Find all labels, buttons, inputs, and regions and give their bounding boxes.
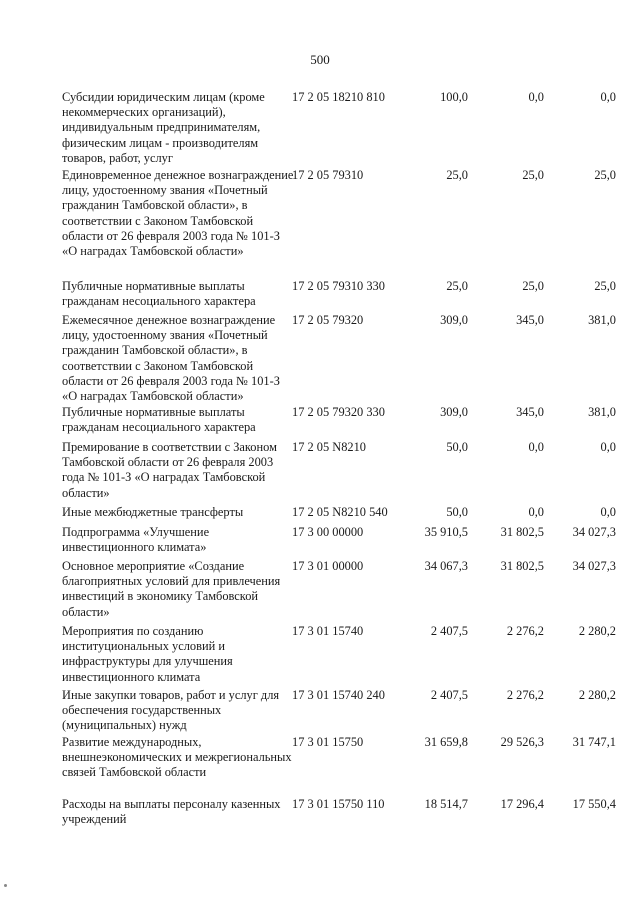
item-name: Мероприятия по созданию институциональных условий и инфраструктуры для улучшения инвестиционного климата	[62, 624, 233, 684]
value-year-2: 31 802,5	[500, 559, 544, 573]
value-year-1: 31 659,8	[424, 735, 468, 749]
value-year-3: 25,0	[594, 168, 616, 182]
item-code: 17 2 05 79310 330	[292, 279, 385, 293]
value-year-1: 25,0	[446, 279, 468, 293]
value-year-2: 2 276,2	[506, 688, 544, 702]
value-year-1: 35 910,5	[424, 525, 468, 539]
value-year-1: 25,0	[446, 168, 468, 182]
value-year-3: 0,0	[600, 440, 616, 454]
item-code: 17 3 01 15750 110	[292, 797, 385, 811]
item-code: 17 2 05 18210 810	[292, 90, 385, 104]
item-code: 17 3 01 15750	[292, 735, 364, 749]
item-name: Основное мероприятие «Создание благоприятных условий для привлечения инвестиций в экономику Тамбовской области»	[62, 559, 281, 619]
value-year-2: 29 526,3	[500, 735, 544, 749]
value-year-1: 50,0	[446, 505, 468, 519]
item-name: Развитие международных, внешнеэкономических и межрегиональных связей Тамбовской области	[62, 735, 292, 780]
value-year-1: 34 067,3	[424, 559, 468, 573]
item-code: 17 2 05 N8210 540	[292, 505, 388, 519]
item-name: Единовременное денежное вознаграждение лицу, удостоенному звания «Почетный гражданин Тамбовской области», в соответствии с Законом Тамбовской области от 26 февраля 2003 года № 101-З «О наградах Тамбовской области»	[62, 168, 294, 259]
item-code: 17 3 01 15740	[292, 624, 364, 638]
scan-speck	[4, 884, 7, 887]
value-year-1: 309,0	[440, 405, 468, 419]
item-name: Премирование в соответствии с Законом Тамбовской области от 26 февраля 2003 года № 101-З «О наградах Тамбовской области»	[62, 440, 277, 500]
value-year-2: 0,0	[528, 505, 544, 519]
item-code: 17 3 00 00000	[292, 525, 364, 539]
value-year-3: 2 280,2	[578, 688, 616, 702]
page-number: 500	[310, 52, 330, 67]
value-year-2: 0,0	[528, 440, 544, 454]
item-code: 17 3 01 15740 240	[292, 688, 385, 702]
item-code: 17 2 05 79310	[292, 168, 364, 182]
item-name: Иные закупки товаров, работ и услуг для обеспечения государственных (муниципальных) нужд	[62, 688, 280, 733]
value-year-2: 2 276,2	[506, 624, 544, 638]
value-year-2: 25,0	[522, 168, 544, 182]
value-year-1: 18 514,7	[424, 797, 468, 811]
value-year-3: 34 027,3	[572, 525, 616, 539]
item-name: Публичные нормативные выплаты гражданам несоциального характера	[62, 405, 256, 435]
value-year-1: 100,0	[440, 90, 468, 104]
value-year-3: 0,0	[600, 90, 616, 104]
item-code: 17 2 05 N8210	[292, 440, 366, 454]
value-year-3: 31 747,1	[572, 735, 616, 749]
value-year-3: 381,0	[588, 313, 616, 327]
value-year-3: 381,0	[588, 405, 616, 419]
item-code: 17 2 05 79320	[292, 313, 364, 327]
value-year-2: 345,0	[516, 405, 544, 419]
value-year-2: 345,0	[516, 313, 544, 327]
value-year-1: 2 407,5	[430, 624, 468, 638]
item-name: Иные межбюджетные трансферты	[62, 505, 244, 519]
value-year-1: 50,0	[446, 440, 468, 454]
item-code: 17 3 01 00000	[292, 559, 364, 573]
value-year-3: 34 027,3	[572, 559, 616, 573]
value-year-2: 31 802,5	[500, 525, 544, 539]
value-year-1: 2 407,5	[430, 688, 468, 702]
value-year-2: 17 296,4	[500, 797, 544, 811]
value-year-3: 25,0	[594, 279, 616, 293]
item-name: Подпрограмма «Улучшение инвестиционного климата»	[62, 525, 210, 555]
value-year-1: 309,0	[440, 313, 468, 327]
value-year-2: 0,0	[528, 90, 544, 104]
value-year-3: 2 280,2	[578, 624, 616, 638]
item-name: Ежемесячное денежное вознаграждение лицу, удостоенному звания «Почетный гражданин Тамбовской области», в соответствии с Законом Тамбовской области от 26 февраля 2003 года № 101-З «О наградах Тамбовской области»	[62, 313, 280, 404]
item-name: Публичные нормативные выплаты гражданам несоциального характера	[62, 279, 256, 309]
item-name: Субсидии юридическим лицам (кроме некоммерческих организаций), индивидуальным предпринимателям, физическим лицам - производителям товаров, работ, услуг	[62, 90, 265, 165]
value-year-2: 25,0	[522, 279, 544, 293]
value-year-3: 17 550,4	[572, 797, 616, 811]
item-name: Расходы на выплаты персоналу казенных учреждений	[62, 797, 281, 827]
value-year-3: 0,0	[600, 505, 616, 519]
item-code: 17 2 05 79320 330	[292, 405, 385, 419]
